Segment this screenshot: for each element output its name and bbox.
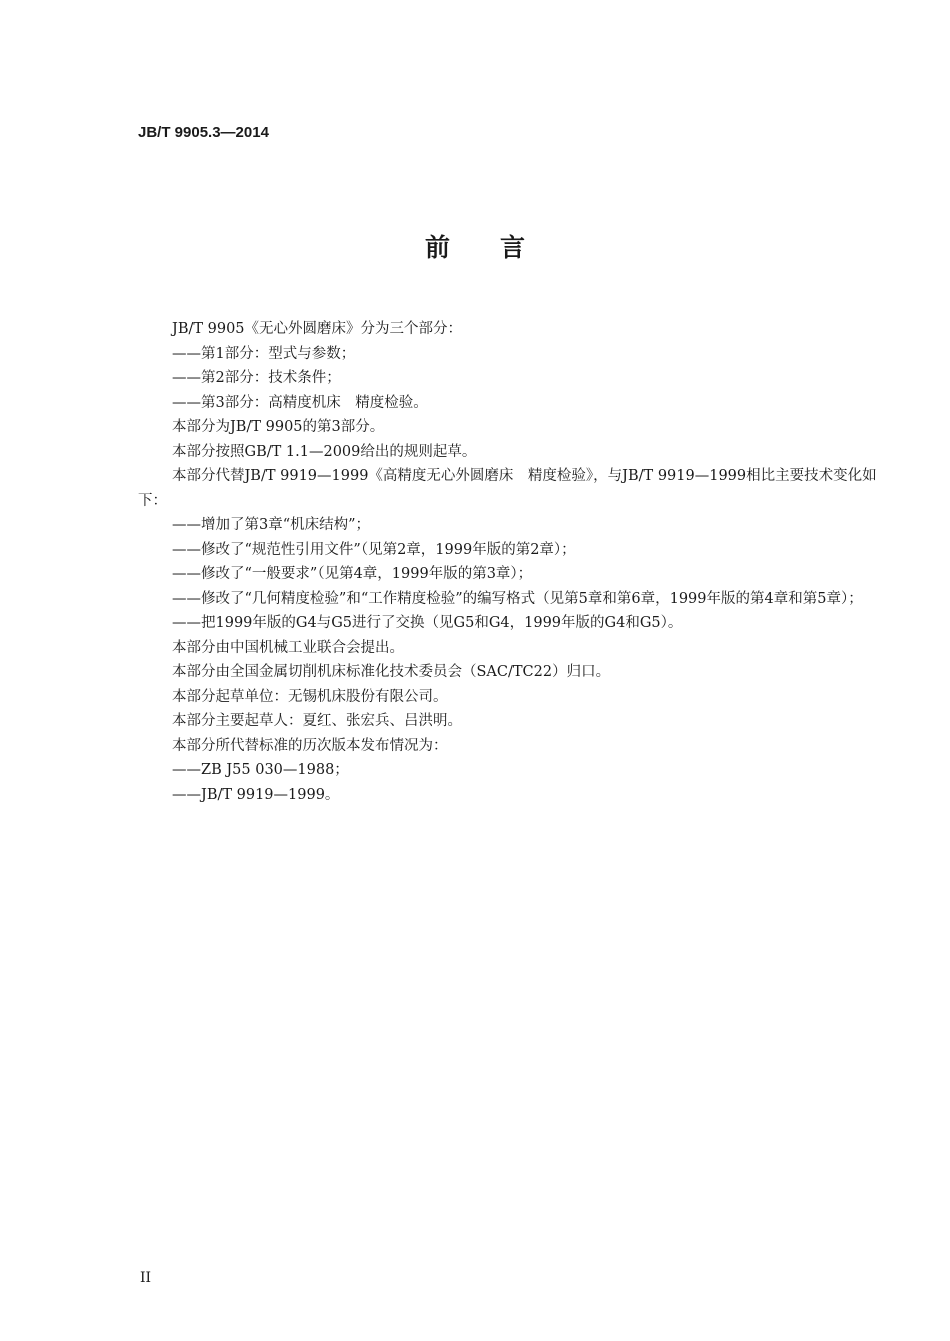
- list-item: ——JB/T 9919—1999。: [172, 786, 340, 803]
- paragraph: 本部分由中国机械工业联合会提出。: [172, 639, 404, 656]
- page-title: [0, 228, 950, 264]
- list-item: ——修改了“规范性引用文件”（见第2章，1999年版的第2章）；: [172, 541, 576, 558]
- paragraph: 本部分起草单位：无锡机床股份有限公司。: [172, 688, 448, 705]
- list-item: ——第2部分：技术条件；: [172, 370, 341, 386]
- title-char-2: 言: [500, 233, 526, 262]
- list-item: ——把1999年版的G4与G5进行了交换（见G5和G4，1999年版的G4和G5）。: [172, 615, 683, 631]
- standard-code: JB/T 9905.3—2014: [138, 124, 269, 141]
- paragraph: 本部分按照GB/T 1.1—2009给出的规则起草。: [172, 443, 477, 460]
- paragraph: JB/T 9905《无心外圆磨床》分为三个部分：: [172, 321, 463, 337]
- paragraph: 本部分代替JB/T 9919—1999《高精度无心外圆磨床 精度检验》，与JB/T 9919—1999相比主要技术变化如下：: [138, 468, 877, 509]
- list-item: ——ZB J55 030—1988；: [172, 762, 349, 778]
- list-item: ——增加了第3章“机床结构”；: [172, 517, 371, 533]
- title-char-1: 前: [424, 233, 450, 262]
- page-number: II: [140, 1270, 152, 1286]
- list-item: ——修改了“一般要求”（见第4章，1999年版的第3章）；: [172, 566, 533, 582]
- foreword-body: [138, 317, 886, 807]
- paragraph: 本部分主要起草人：夏红、张宏兵、吕洪明。: [172, 713, 462, 729]
- paragraph: 本部分所代替标准的历次版本发布情况为：: [172, 737, 448, 754]
- paragraph: 本部分为JB/T 9905的第3部分。: [172, 419, 385, 435]
- paragraph: 本部分由全国金属切削机床标准化技术委员会（SAC/TC22）归口。: [172, 664, 611, 680]
- list-item: ——第1部分：型式与参数；: [172, 345, 356, 362]
- list-item: ——修改了“几何精度检验”和“工作精度检验”的编写格式（见第5章和第6章，1999年版的第4章和第5章）；: [172, 590, 863, 607]
- list-item: ——第3部分：高精度机床 精度检验。: [172, 394, 428, 411]
